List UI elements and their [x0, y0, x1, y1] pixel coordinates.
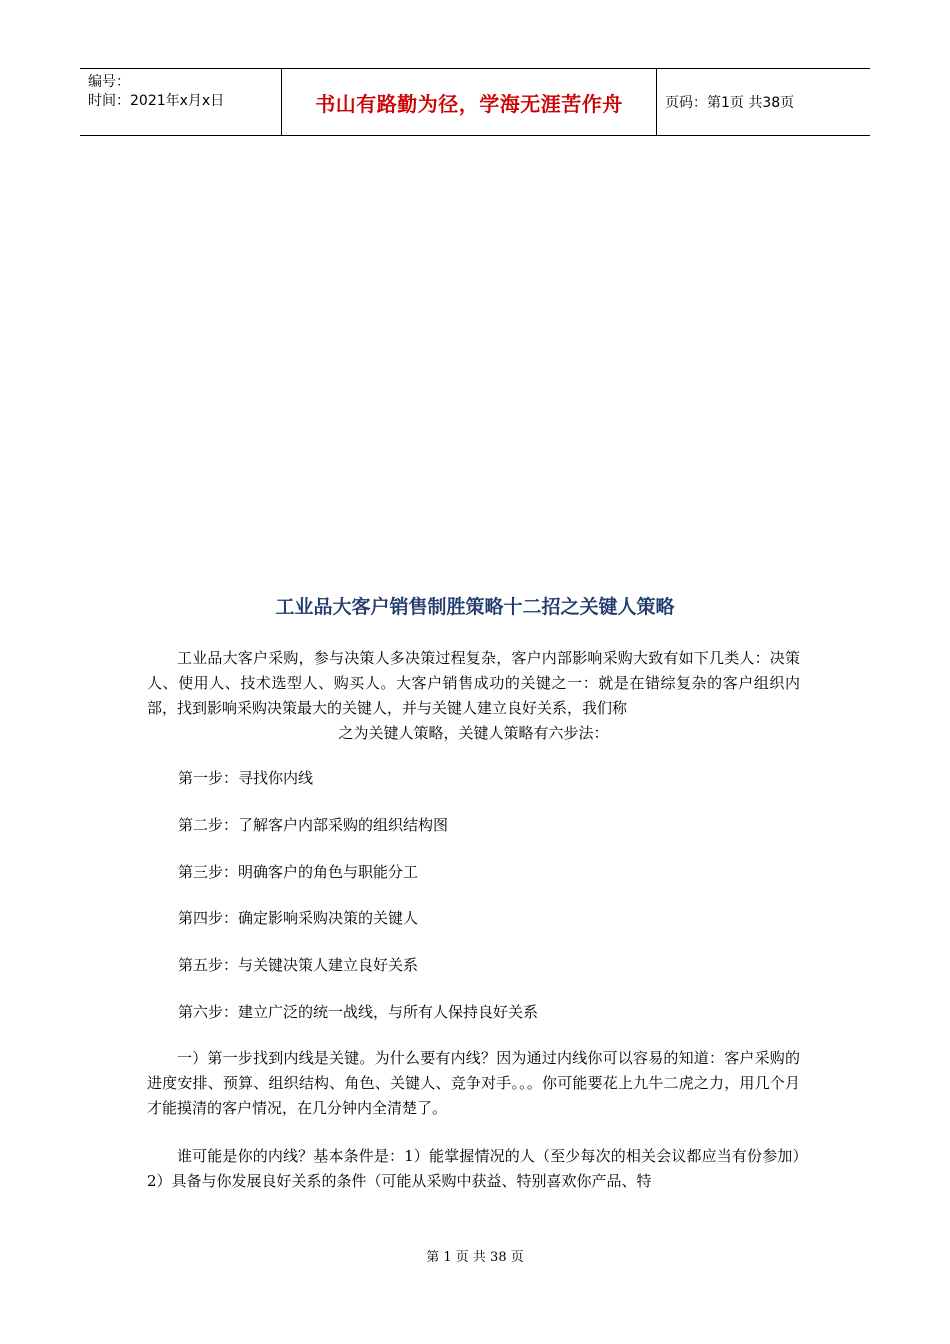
step-item: 第四步：确定影响采购决策的关键人 [178, 909, 419, 927]
body-paragraph: 谁可能是你的内线？基本条件是：1）能掌握情况的人（至少每次的相关会议都应当有份参加）2）具备与你发展良好关系的条件（可能从采购中获益、特别喜欢你产品、特 [147, 1147, 800, 1190]
motto-text: 书山有路勤为径，学海无涯苦作舟 [315, 91, 623, 116]
header-motto-cell [281, 69, 657, 135]
number-label: 编号： [88, 74, 130, 90]
step-item: 第三步：明确客户的角色与职能分工 [178, 863, 419, 881]
header-page-cell [657, 69, 870, 135]
step-item: 第六步：建立广泛的统一战线，与所有人保持良好关系 [178, 1003, 539, 1021]
header-meta-cell [80, 69, 281, 135]
document-title: 工业品大客户销售制胜策略十二招之关键人策略 [275, 596, 675, 618]
intro-last-line: 之为关键人策略，关键人策略有六步法： [338, 724, 609, 742]
step-item: 第一步：寻找你内线 [178, 769, 314, 787]
page-info: 页码：第1页 共38页 [665, 95, 795, 111]
step-item: 第五步：与关键决策人建立良好关系 [178, 956, 419, 974]
time-label: 时间：2021年x月x日 [88, 93, 225, 109]
header-table [80, 68, 870, 136]
intro-main-text: 工业品大客户采购，参与决策人多决策过程复杂，客户内部影响采购大致有如下几类人：决策人、使用人、技术选型人、购买人。大客户销售成功的关键之一：就是在错综复杂的客户组织内部，找到影响采购决策最大的关键人，并与关键人建立良好关系，我们称 [147, 649, 800, 717]
step-item: 第二步：了解客户内部采购的组织结构图 [178, 816, 449, 834]
body-paragraph: 一）第一步找到内线是关键。为什么要有内线？因为通过内线你可以容易的知道：客户采购的进度安排、预算、组织结构、角色、关键人、竞争对手。。。你可能要花上九牛二虎之力，用几个月才能摸清的客户情况，在几分钟内全清楚了。 [147, 1049, 800, 1117]
page-footer: 第 1 页 共 38 页 [426, 1250, 524, 1265]
intro-paragraph [147, 646, 800, 746]
